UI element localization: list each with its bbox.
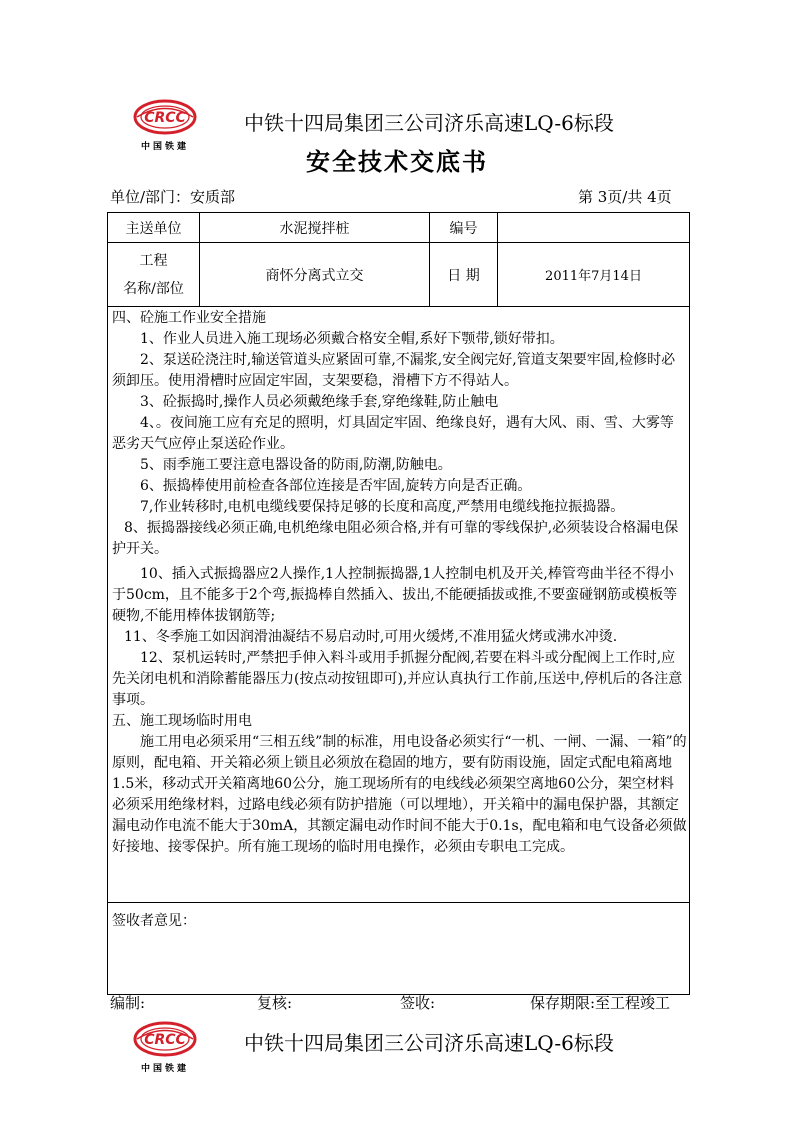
project-value: 商怀分离式立交 [200, 243, 430, 307]
crcc-emblem-icon [127, 96, 203, 140]
crcc-mark: CRCC [144, 110, 186, 126]
table-row [108, 243, 690, 307]
recipient-label: 主送单位 [108, 213, 200, 243]
paragraph: 2、泵送砼浇注时,输送管道头应紧固可靠,不漏浆,安全阀完好,管道支架要牢固,检修时必须卸压。使用滑槽时应固定牢固，支架要稳，滑槽下方不得站人。 [112, 352, 676, 389]
paragraph: 4、。夜间施工应有充足的照明，灯具固定牢固、绝缘良好，遇有大风、雨、雪、大雾等恶劣天气应停止泵送砼作业。 [112, 415, 674, 452]
disclosure-table [107, 212, 690, 995]
paragraph: 3、砼振捣时,操作人员必须戴绝缘手套,穿绝缘鞋,防止触电 [140, 394, 499, 410]
signoff-cell: 签收者意见： [108, 903, 690, 995]
table-row [108, 213, 690, 243]
section-heading: 五、施工现场临时用电 [112, 713, 252, 729]
recipient-value: 水泥搅拌桩 [200, 213, 430, 243]
paragraph: 施工用电必须采用“三相五线”制的标准，用电设备必须实行“一机、一闸、一漏、一箱”的原则，配电箱、开关箱必须上锁且必须放在稳固的地方，要有防雨设施，固定式配电箱离地1.5米，移动式开关箱离地60公分，施工现场所有的电线线必须架空离地60公分，架空材料必须采用绝缘材料，过路电线必须有防护措施（可以埋地），开关箱中的漏电保护器，其额定漏电动作电流不能大于30mA，其额定漏电动作时间不能大于0.1s，配电箱和电气设备必须做好接地、接零保护。所有施工现场的临时用电操作，必须由专职电工完成。 [112, 734, 687, 855]
footer-review: 复核: [257, 994, 293, 1012]
unit-department: 单位/部门：安质部 [110, 188, 236, 206]
page-info: 第 3页/共 4页 [578, 188, 672, 206]
footer-receive: 签收: [400, 994, 436, 1012]
project-label-line1: 工程 [139, 252, 168, 269]
footer-edit: 编制: [110, 994, 146, 1012]
company-name: 中铁十四局集团三公司济乐高速LQ-6标段 [244, 111, 614, 135]
paragraph: 10、插入式振捣器应2人操作,1人控制振捣器,1人控制电机及开关,棒管弯曲半径不得小于50cm，且不能多于2个弯,振捣棒自然插入、拔出,不能硬插拔或推,不要蛮碰钢筋或模板等硬物,不能用棒体拔钢筋等; [112, 566, 678, 624]
table-row [108, 307, 690, 903]
content-cell [108, 307, 690, 903]
project-label [108, 243, 200, 307]
paragraph: 1、作业人员进入施工现场必须戴合格安全帽,系好下颚带,锁好带扣。 [140, 331, 564, 347]
footer-retention: 保存期限:至工程竣工 [530, 994, 671, 1012]
company-name-bottom: 中铁十四局集团三公司济乐高速LQ-6标段 [244, 1031, 614, 1055]
crcc-emblem-icon [127, 1018, 203, 1062]
paragraph: 11、冬季施工如因润滑油凝结不易启动时,可用火缓烤,不准用猛火烤或沸水冲烫. [124, 629, 618, 645]
table-row [108, 903, 690, 995]
date-label: 日 期 [430, 243, 498, 307]
crcc-logo-bottom [127, 1018, 203, 1074]
logo-text: 中国铁建 [140, 1064, 189, 1074]
paragraph: 12、泵机运转时,严禁把手伸入料斗或用手抓握分配阀,若要在料斗或分配阀上工作时,应先关闭电机和消除蓄能器压力(按点动按钮即可),并应认真执行工作前,压送中,停机后的各注意事项。 [112, 650, 683, 708]
logo-text: 中国铁建 [140, 142, 189, 152]
document-title: 安全技术交底书 [306, 147, 488, 176]
paragraph: 5、雨季施工要注意电器设备的防雨,防潮,防触电。 [140, 457, 452, 473]
crcc-mark: CRCC [144, 1032, 186, 1048]
paragraph: 8、振捣器接线必须正确,电机绝缘电阻必须合格,并有可靠的零线保护,必须装设合格漏电保护开关。 [112, 520, 679, 557]
paragraph: 7,作业转移时,电机电缆线要保持足够的长度和高度,严禁用电缆线拖拉振捣器。 [140, 499, 625, 515]
content-body [108, 307, 689, 858]
number-value [498, 213, 690, 243]
paragraph: 6、振捣棒使用前检查各部位连接是否牢固,旋转方向是否正确。 [140, 478, 532, 494]
project-label-line2: 名称/部位 [123, 280, 184, 297]
date-value: 2011年7月14日 [498, 243, 690, 307]
number-label: 编号 [430, 213, 498, 243]
section-heading: 四、砼施工作业安全措施 [112, 310, 266, 326]
